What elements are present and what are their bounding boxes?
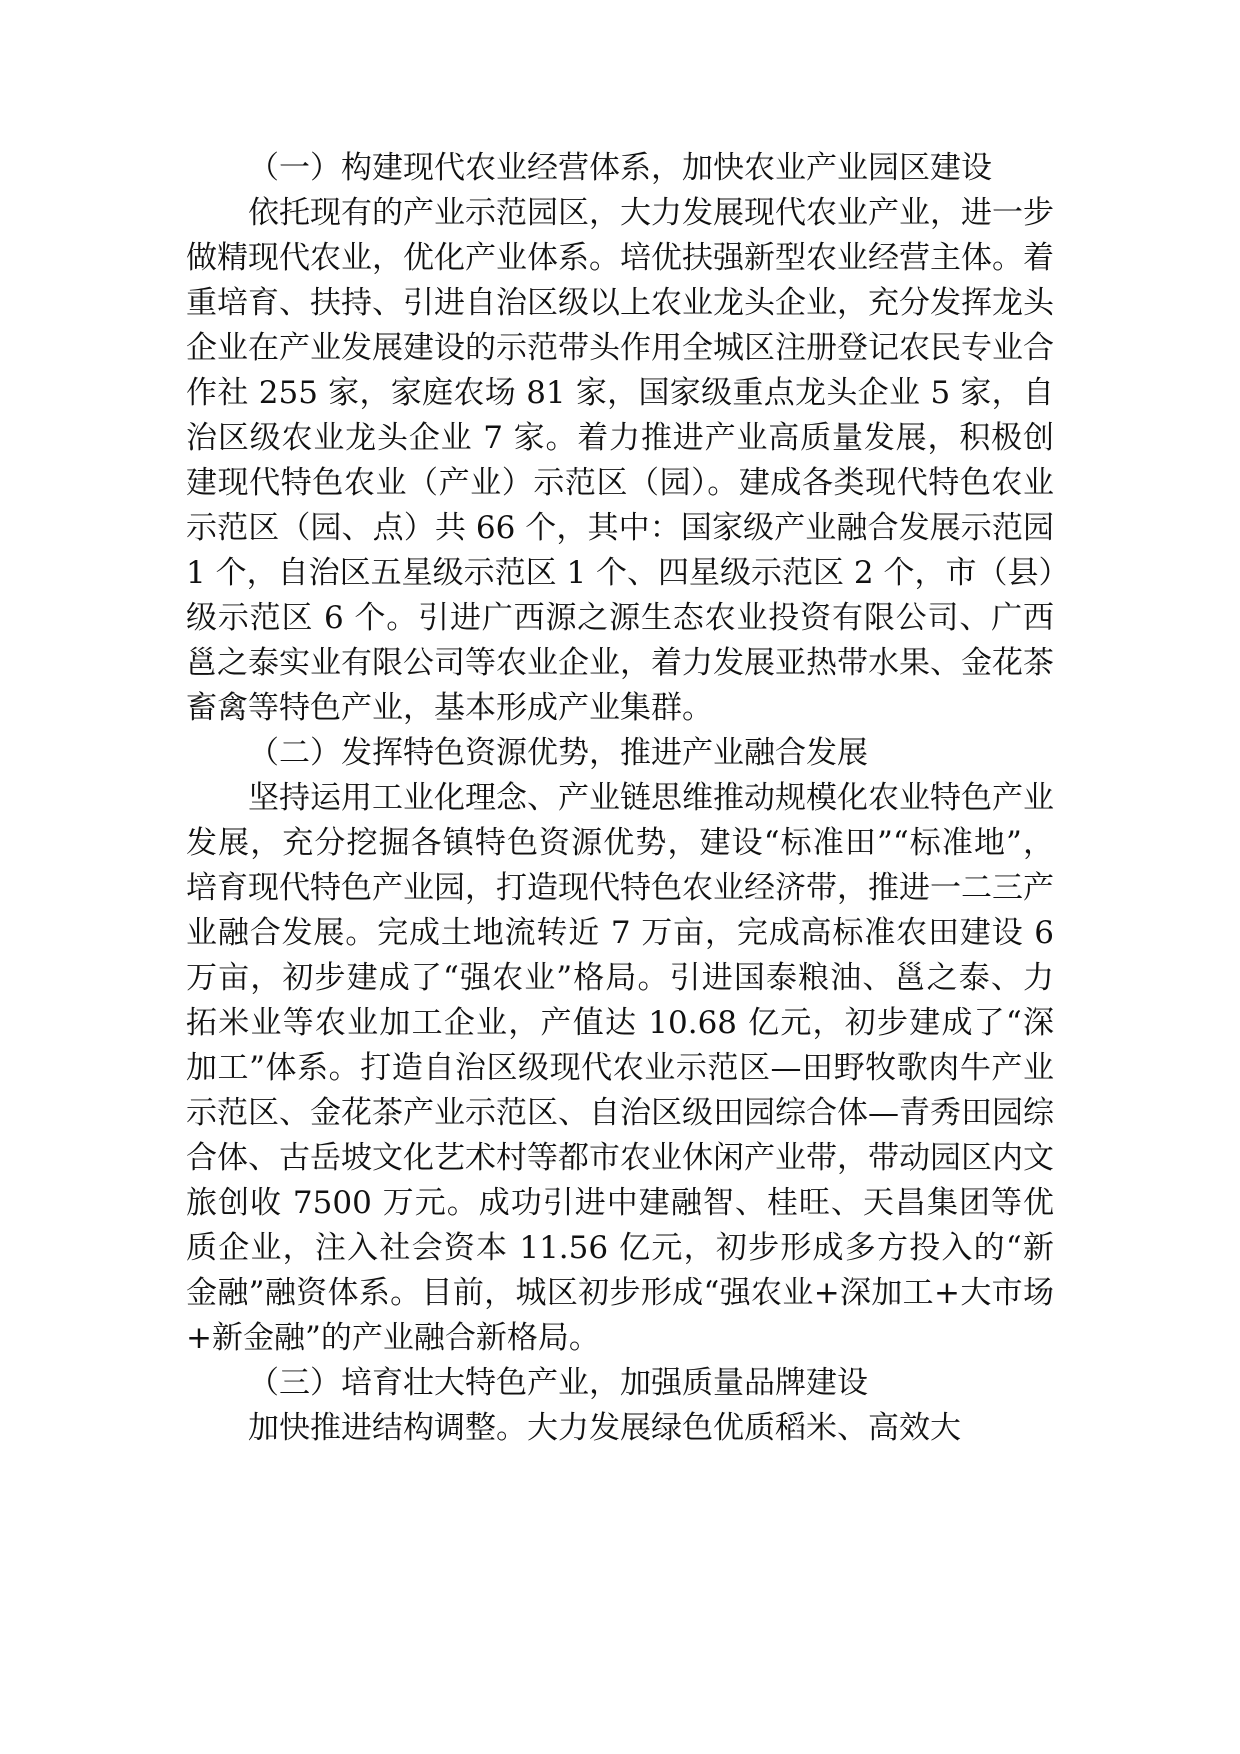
body-paragraph-1: 依托现有的产业示范园区，大力发展现代农业产业，进一步做精现代农业，优化产业体系。培优扶强新型农业经营主体。着重培育、扶持、引进自治区级以上农业龙头企业，充分发挥龙头企业在产业发展建设的示范带头作用全城区注册登记农民专业合作社 255 家，家庭农场 81 家，国家级重点龙头企业 5 家，自治区级农业龙头企业 7 家。着力推进产业高质量发展，积极创建现代特色农业（产业）示范区（园）。建成各类现代特色农业示范区（园、点）共 66 个，其中：国家级产业融合发展示范园 1 个，自治区五星级示范区 1 个、四星级示范区 2 个，市（县）级示范区 6 个。引进广西源之源生态农业投资有限公司、广西邕之泰实业有限公司等农业企业，着力发展亚热带水果、金花茶畜禽等特色产业，基本形成产业集群。 — [186, 195, 1054, 726]
body-paragraph-3: 加快推进结构调整。大力发展绿色优质稻米、高效大 — [248, 1410, 961, 1446]
section-heading-1: （一）构建现代农业经营体系，加快农业产业园区建设 — [248, 150, 992, 186]
section-heading-2: （二）发挥特色资源优势，推进产业融合发展 — [248, 735, 868, 771]
body-paragraph-2: 坚持运用工业化理念、产业链思维推动规模化农业特色产业发展，充分挖掘各镇特色资源优势，建设“标准田”“标准地”，培育现代特色产业园，打造现代特色农业经济带，推进一二三产业融合发展。完成土地流转近 7 万亩，完成高标准农田建设 6 万亩，初步建成了“强农业”格局。引进国泰粮油、邕之泰、力拓米业等农业加工企业，产值达 10.68 亿元，初步建成了“深加工”体系。打造自治区级现代农业示范区—田野牧歌肉牛产业示范区、金花茶产业示范区、自治区级田园综合体—青秀田园综合体、古岳坡文化艺术村等都市农业休闲产业带，带动园区内文旅创收 7500 万元。成功引进中建融智、桂旺、天昌集团等优质企业，注入社会资本 11.56 亿元，初步形成多方投入的“新金融”融资体系。目前，城区初步形成“强农业+深加工+大市场+新金融”的产业融合新格局。 — [186, 780, 1054, 1356]
document-page — [186, 146, 1054, 1451]
section-heading-3: （三）培育壮大特色产业，加强质量品牌建设 — [248, 1365, 868, 1401]
